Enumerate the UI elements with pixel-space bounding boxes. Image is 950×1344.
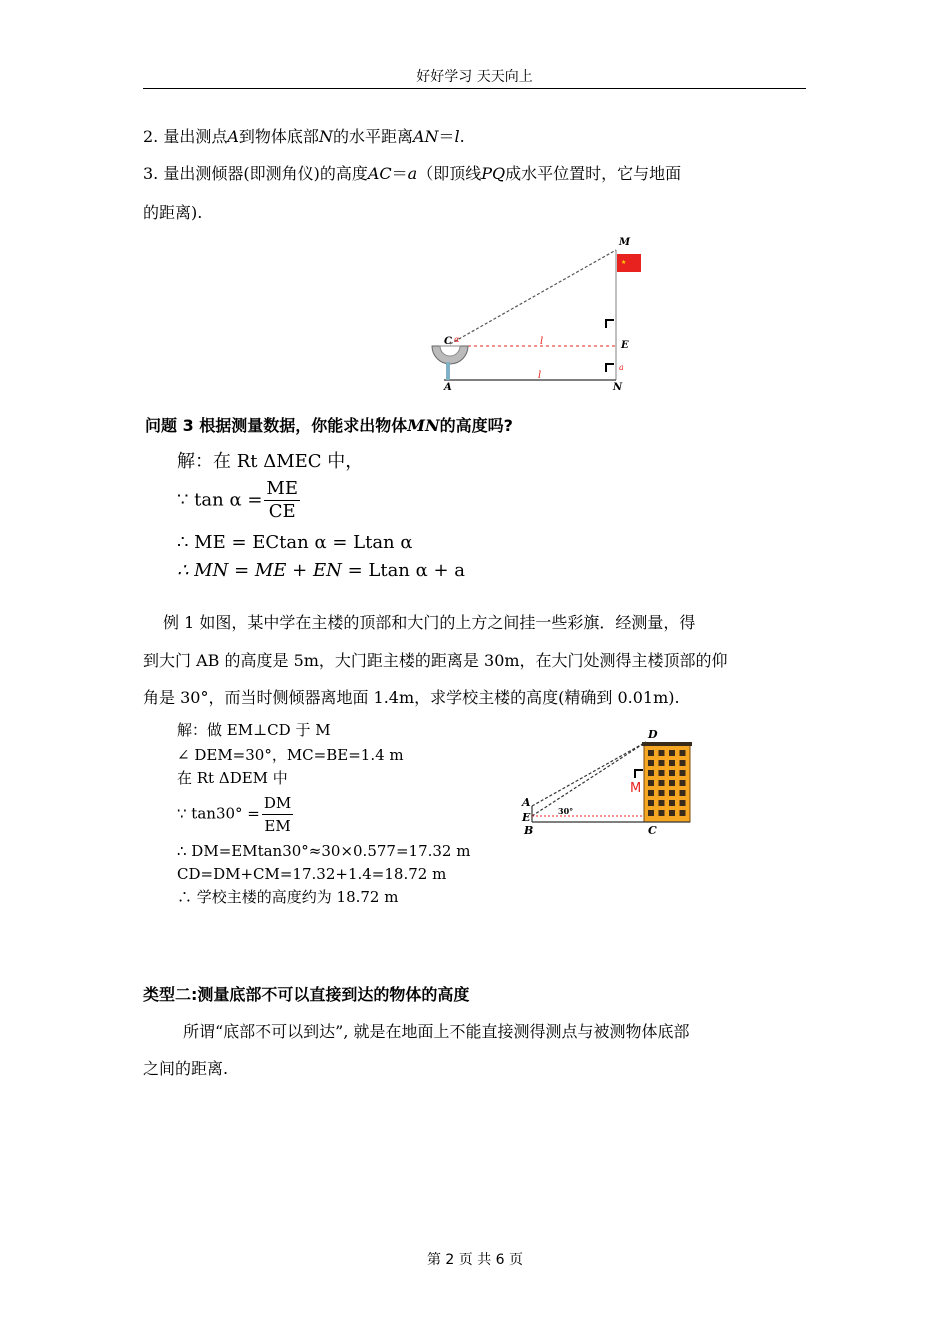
building-window	[659, 750, 665, 756]
building-window	[659, 770, 665, 776]
solution-1-MN: ∴ MN = ME + EN =	[177, 560, 369, 581]
var-l: l	[454, 127, 460, 146]
fraction-denominator: CE	[268, 501, 296, 522]
question-3	[145, 416, 513, 436]
building-window	[680, 790, 686, 796]
solution-1-line-2	[177, 478, 302, 523]
step-3-text: 3. 量出测倾器(即测角仪)的高度	[143, 164, 368, 183]
building-window	[659, 810, 665, 816]
building-window	[648, 810, 654, 816]
building-window	[680, 770, 686, 776]
fraction-DM-EM	[262, 792, 293, 837]
solution-1-line-1: 解：在 Rt ΔMEC 中，	[177, 451, 364, 472]
step-2-text-mid: 到物体底部	[238, 127, 319, 146]
building-window	[648, 770, 654, 776]
var-AN: AN	[412, 127, 439, 146]
building-window	[648, 760, 654, 766]
type-2-heading: 类型二:测量底部不可以直接到达的物体的高度	[143, 985, 470, 1004]
var-MN: MN	[407, 416, 440, 435]
figure-flagpole	[420, 232, 660, 397]
label-l-top: l	[540, 336, 544, 347]
building-window	[659, 800, 665, 806]
var-N: N	[318, 127, 333, 146]
var-a: a	[407, 164, 418, 183]
building-window	[680, 800, 686, 806]
building-window	[669, 770, 675, 776]
solution-2-line-4	[177, 792, 295, 837]
building-window	[669, 760, 675, 766]
solution-1-line-4	[177, 559, 465, 583]
step-3-text-mid: （即顶线	[417, 164, 482, 183]
step-3-line-2: 的距离).	[143, 203, 203, 222]
period: .	[459, 127, 465, 146]
type-2-paragraph-line-2: 之间的距离.	[143, 1059, 229, 1078]
solution-2-line-5: ∴ DM=EMtan30°≈30×0.577=17.32 m	[177, 842, 471, 860]
label-E: E	[621, 340, 629, 351]
building-window	[669, 810, 675, 816]
solution-2-tan: ∵ tan30° =	[177, 804, 260, 823]
label-M: M	[630, 781, 642, 796]
label-B: B	[524, 824, 534, 837]
equals-sign: ＝	[391, 164, 408, 183]
flag-star-icon: ★	[621, 259, 627, 266]
sight-line	[450, 250, 616, 344]
label-A: A	[444, 382, 452, 393]
building-window	[669, 780, 675, 786]
step-3	[143, 164, 681, 184]
sight-line-A	[532, 742, 646, 806]
question-3-text: 问题 3 根据测量数据，你能求出物体	[145, 416, 408, 435]
solution-2-line-1: 解：做 EM⊥CD 于 M	[177, 721, 331, 739]
building-window	[680, 810, 686, 816]
label-alpha: α	[454, 335, 460, 344]
building-window	[680, 760, 686, 766]
right-angle-mark	[606, 364, 614, 372]
label-M: M	[619, 237, 631, 248]
label-a: a	[619, 363, 624, 372]
page-header: 好好学习 天天向上	[416, 69, 533, 85]
building-roof	[642, 742, 692, 746]
example-1-line-1: 例 1 如图，某中学在主楼的顶部和大门的上方之间挂一些彩旗．经测量，得	[163, 613, 696, 632]
building-window	[648, 780, 654, 786]
solution-1-line-3: ∴ ME = ECtan α = Ltan α	[177, 532, 413, 553]
label-D: D	[648, 728, 658, 741]
building-window	[669, 750, 675, 756]
label-C: C	[444, 336, 452, 347]
label-N: N	[613, 382, 623, 393]
building-window	[648, 800, 654, 806]
solution-2-line-2: ∠ DEM=30°，MC=BE=1.4 m	[177, 746, 404, 764]
sight-line-E	[532, 742, 646, 816]
building-window	[680, 780, 686, 786]
var-A: A	[227, 127, 239, 146]
figure-building	[518, 726, 698, 838]
instrument-stand	[446, 362, 450, 380]
fraction-denominator: EM	[264, 817, 291, 835]
var-PQ: PQ	[481, 164, 506, 183]
building-window	[669, 790, 675, 796]
fraction-ME-CE	[264, 478, 300, 523]
step-2-text-post: 的水平距离	[332, 127, 413, 146]
label-A: A	[522, 796, 531, 809]
label-l-bottom: l	[538, 370, 542, 381]
step-2	[143, 127, 465, 147]
example-1-line-2: 到大门 AB 的高度是 5m，大门距主楼的距离是 30m，在大门处测得主楼顶部的仰	[143, 651, 728, 670]
equals-sign: ＝	[438, 127, 455, 146]
label-30-degree: 30°	[558, 806, 574, 816]
example-1-line-3: 角是 30°，而当时侧倾器离地面 1.4m，求学校主楼的高度(精确到 0.01m).	[143, 688, 680, 707]
header-rule	[143, 88, 806, 89]
step-2-text: 2. 量出测点	[143, 127, 228, 146]
label-C: C	[648, 824, 657, 837]
building-window	[659, 790, 665, 796]
solution-1-tan: ∵ tan α =	[177, 489, 263, 511]
type-2-paragraph-line-1: 所谓“底部不可以到达”, 就是在地面上不能直接测得测点与被测物体底部	[183, 1022, 690, 1041]
building-window	[669, 800, 675, 806]
fraction-numerator: DM	[262, 792, 293, 815]
building-window	[659, 760, 665, 766]
building-window	[648, 790, 654, 796]
fraction-numerator: ME	[266, 478, 298, 499]
solution-2-line-3: 在 Rt ΔDEM 中	[177, 769, 288, 787]
building-window	[659, 780, 665, 786]
solution-2-line-6: CD=DM+CM=17.32+1.4=18.72 m	[177, 865, 447, 883]
right-angle-mark	[606, 320, 614, 328]
step-3-text-post: 成水平位置时，它与地面	[505, 164, 682, 183]
var-AC: AC	[367, 164, 392, 183]
right-angle-mark	[635, 770, 643, 778]
building-window	[680, 750, 686, 756]
label-E: E	[522, 811, 531, 824]
page-footer: 第 2 页 共 6 页	[426, 1252, 524, 1268]
building-window	[648, 750, 654, 756]
question-3-text-post: 的高度吗?	[439, 416, 513, 435]
solution-1-result: Ltan α + a	[368, 560, 466, 581]
solution-2-line-7: ∴ 学校主楼的高度约为 18.72 m	[177, 888, 399, 906]
